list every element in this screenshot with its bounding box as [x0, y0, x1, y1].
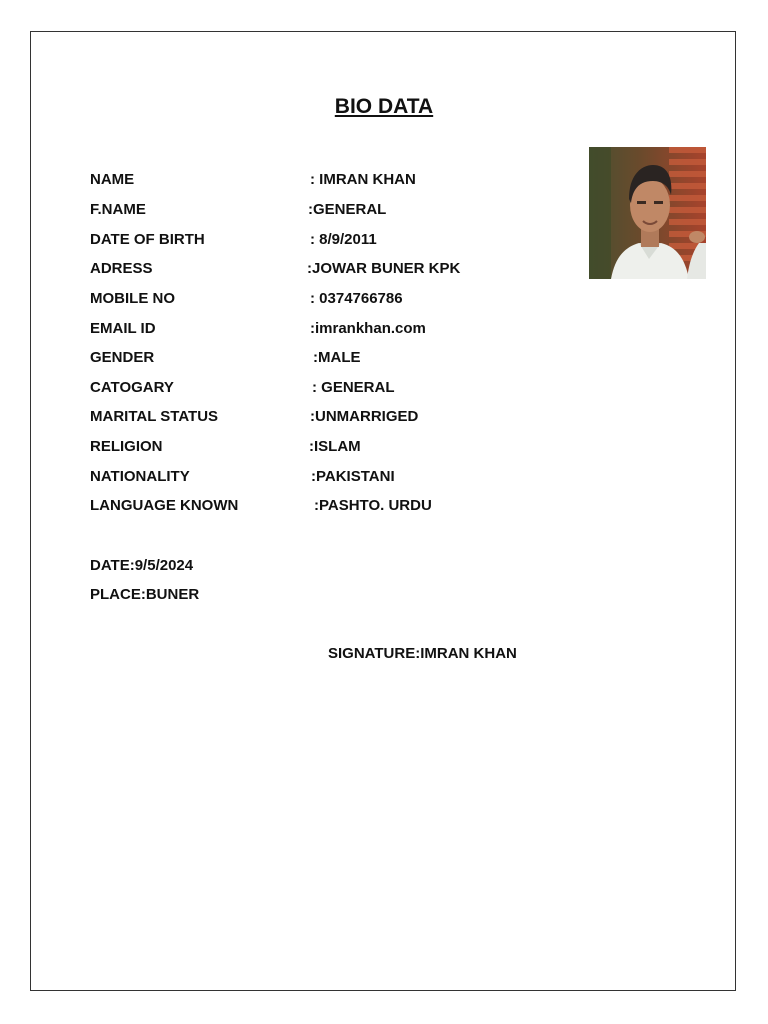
field-value: :PAKISTANI: [311, 468, 395, 485]
field-value: : 0374766786: [310, 290, 403, 307]
field-label: MOBILE NO: [90, 290, 175, 307]
field-value: : GENERAL: [312, 379, 395, 396]
field-label: DATE OF BIRTH: [90, 231, 205, 248]
field-label: ADRESS: [90, 260, 153, 277]
field-value: :UNMARRIGED: [310, 408, 419, 425]
signature-line: SIGNATURE:IMRAN KHAN: [328, 645, 517, 662]
field-value: : IMRAN KHAN: [310, 171, 416, 188]
field-value: : 8/9/2011: [310, 231, 377, 248]
portrait-photo-icon: [589, 147, 706, 279]
field-value: :imrankhan.com: [310, 320, 426, 337]
field-value: :JOWAR BUNER KPK: [307, 260, 461, 277]
field-label: F.NAME: [90, 201, 146, 218]
field-value: :PASHTO. URDU: [314, 497, 432, 514]
field-label: GENDER: [90, 349, 155, 366]
field-label: NAME: [90, 171, 135, 188]
field-label: NATIONALITY: [90, 468, 190, 485]
field-value: :ISLAM: [309, 438, 361, 455]
field-label: CATOGARY: [90, 379, 174, 396]
field-label: RELIGION: [90, 438, 163, 455]
field-label: EMAIL ID: [90, 320, 156, 337]
field-label: MARITAL STATUS: [90, 408, 219, 425]
place-line: PLACE:BUNER: [90, 586, 200, 603]
portrait-photo: [589, 147, 706, 279]
date-line: DATE:9/5/2024: [90, 557, 194, 574]
field-label: LANGUAGE KNOWN: [90, 497, 239, 514]
field-value: :MALE: [313, 349, 361, 366]
field-value: :GENERAL: [308, 201, 387, 218]
page-title: BIO DATA: [334, 95, 434, 118]
